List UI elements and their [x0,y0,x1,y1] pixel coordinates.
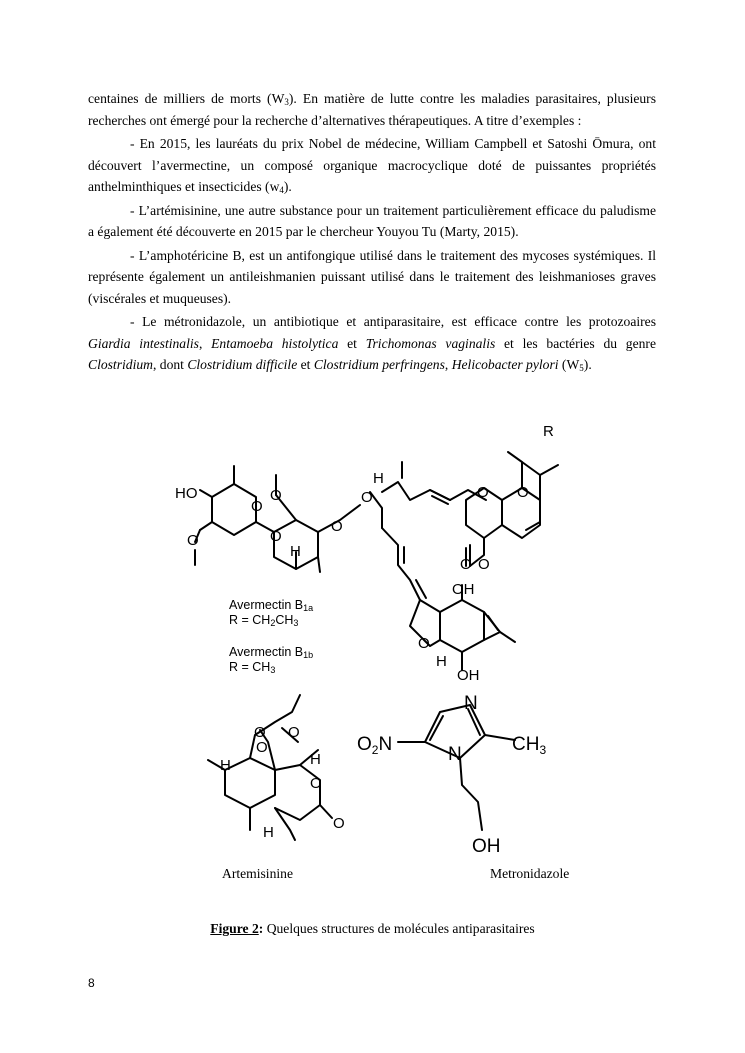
atom-label-o5: O [331,518,343,535]
atom-label-o13: O [256,739,268,756]
atom-label-h5: H [220,757,231,774]
atom-label-h1: H [373,470,384,487]
atom-label-h4: H [310,751,321,768]
metronidazole-label: Metronidazole [490,866,570,881]
atom-label-n2: N [448,744,462,765]
atom-label-o9: O [460,556,472,573]
avermectin-b1b-legend: Avermectin $B_{1b}$ $R = CH_3$ [229,645,314,675]
atom-label-n1: N [464,693,478,714]
atom-label-o14: O [288,724,300,741]
atom-label-ch3: $CH_3$ [512,734,547,757]
atom-label-o16: O [333,815,345,832]
atom-label-o7: O [477,484,489,501]
figure-caption-label: Figure 2 [210,921,259,936]
atom-label-h6: H [263,824,274,841]
paragraph-5: - Le métronidazole, un antibiotique et antiparasitaire, est efficace contre les protozoaires Giardia intestinalis, Entamoeba histolytica et Trichomonas vaginalis et les bactéries du genre Clostridium, dont Clostridium difficile et Clostridium perfringens, Helicobacter pylori $(W_5)$. [88,314,656,373]
paragraph-4: - L’amphotéricine B, est un antifongique utilisé dans le traitement des mycoses systémiques. Il représente également un antileishmanien puissant utilisé dans le traitement des leishmanioses graves (viscérales et muqueuses). [88,247,656,306]
avermectin-b1a-legend: Avermectin $B_{1a}$ $R = CH_2CH_3$ [229,598,314,628]
atom-label-o2n: $O_2N$ [357,734,393,757]
atom-label-o4: O [187,532,199,549]
atom-label-o1: O [251,498,263,515]
atom-label-ho: HO [175,485,198,502]
figure-caption: Figure 2: Quelques structures de molécules antiparasitaires [210,921,535,936]
metronidazole-structure [398,705,515,830]
atom-label-o15: O [310,775,322,792]
paragraph-2: - En 2015, les lauréats du prix Nobel de médecine, William Campbell et Satoshi Ōmura, ont découvert l’avermectine, un composé organique macrocyclique doté de puissantes propriétés anthelminthiques et insecticides $(w_4)$. [88,136,656,195]
atom-label-o2: O [270,487,282,504]
artemisinin-label: Artemisinine [222,866,293,881]
atom-label-o12: O [254,724,266,741]
figure-caption-text: Quelques structures de molécules antiparasitaires [263,921,535,936]
atom-label-oh3: OH [472,836,501,857]
page-number: 8 [88,976,95,990]
atom-label-h3: H [436,653,447,670]
atom-label-o8: O [517,484,529,501]
atom-label-o11: O [418,635,430,652]
atom-label-h2: H [290,543,301,560]
atom-label-o10: O [478,556,490,573]
paragraph-3: - L’artémisinine, une autre substance pour un traitement particulièrement efficace du paludisme a également été découverte en 2015 par le chercheur Youyou Tu (Marty, 2015). [88,202,656,239]
atom-label-oh2: OH [457,667,480,684]
atom-label-r: R [543,423,554,440]
atom-label-o3: O [270,528,282,545]
atom-label-o6: O [361,489,373,506]
atom-label-oh1: OH [452,581,475,598]
paragraph-1: centaines de milliers de morts $(W_3)$. En matière de lutte contre les maladies parasitaires, plusieurs recherches ont émergé pour la recherche d’alternatives thérapeutiques. A titre d’exemples : [88,91,656,128]
